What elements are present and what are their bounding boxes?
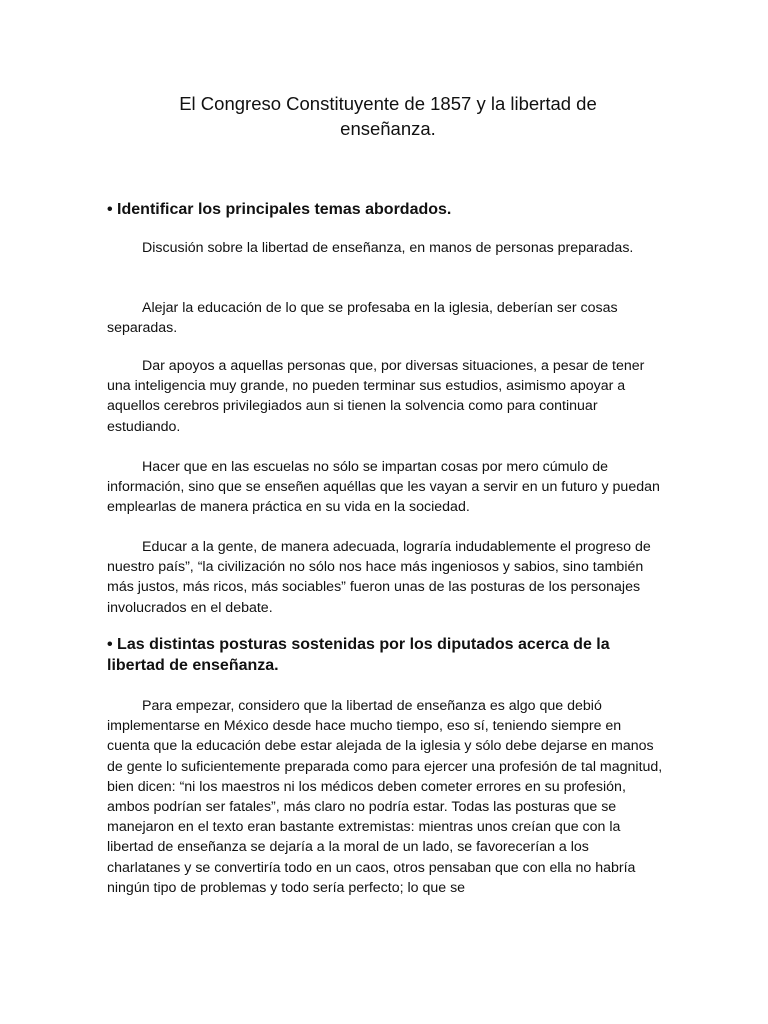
paragraph-topic-1: Discusión sobre la libertad de enseñanza, en manos de personas preparadas. (142, 240, 634, 256)
section-heading-topics: • Identificar los principales temas abordados. (107, 201, 452, 218)
paragraph-topic-2: Alejar la educación de lo que se profesaba en la iglesia, deberían ser cosas separadas. (107, 300, 618, 337)
section-heading-positions: • Las distintas posturas sostenidas por los diputados acerca de la libertad de enseñanza. (107, 636, 610, 674)
document-title: El Congreso Constituyente de 1857 y la libertad de enseñanza. (179, 93, 597, 139)
paragraph-topic-3: Dar apoyos a aquellas personas que, por diversas situaciones, a pesar de tener una inteligencia muy grande, no pueden terminar sus estudios, asimismo apoyar a aquellos cerebros privilegiados aun si tienen la solvencia como para continuar estudiando. (107, 358, 645, 435)
paragraph-topic-4: Hacer que en las escuelas no sólo se impartan cosas por mero cúmulo de información, sino que se enseñen aquéllas que les vayan a servir en un futuro y puedan emplearlas de manera práctica en su vida en la sociedad. (107, 459, 660, 516)
paragraph-positions-1: Para empezar, considero que la libertad de enseñanza es algo que debió implementarse en México desde hace mucho tiempo, eso sí, teniendo siempre en cuenta que la educación debe estar alejada de la iglesia y sólo debe dejarse en manos de gente lo suficientemente preparada como para ejercer una profesión de tal magnitud, bien dicen: “ni los maestros ni los médicos deben cometer errores en su profesión, ambos podrían ser fatales”, más claro no podría estar. Todas las posturas que se manejaron en el texto eran bastante extremistas: mientras unos creían que con la libertad de enseñanza se dejaría a la moral de un lado, se favorecerían a los charlatanes y se convertiría todo en un caos, otros pensaban que con ella no habría ningún tipo de problemas y todo sería perfecto; lo que se (107, 698, 663, 896)
paragraph-topic-5: Educar a la gente, de manera adecuada, lograría indudablemente el progreso de nuestro país”, “la civilización no sólo nos hace más ingeniosos y sabios, sino también más justos, más ricos, más sociables” fueron unas de las posturas de los personajes involucrados en el debate. (107, 539, 651, 616)
